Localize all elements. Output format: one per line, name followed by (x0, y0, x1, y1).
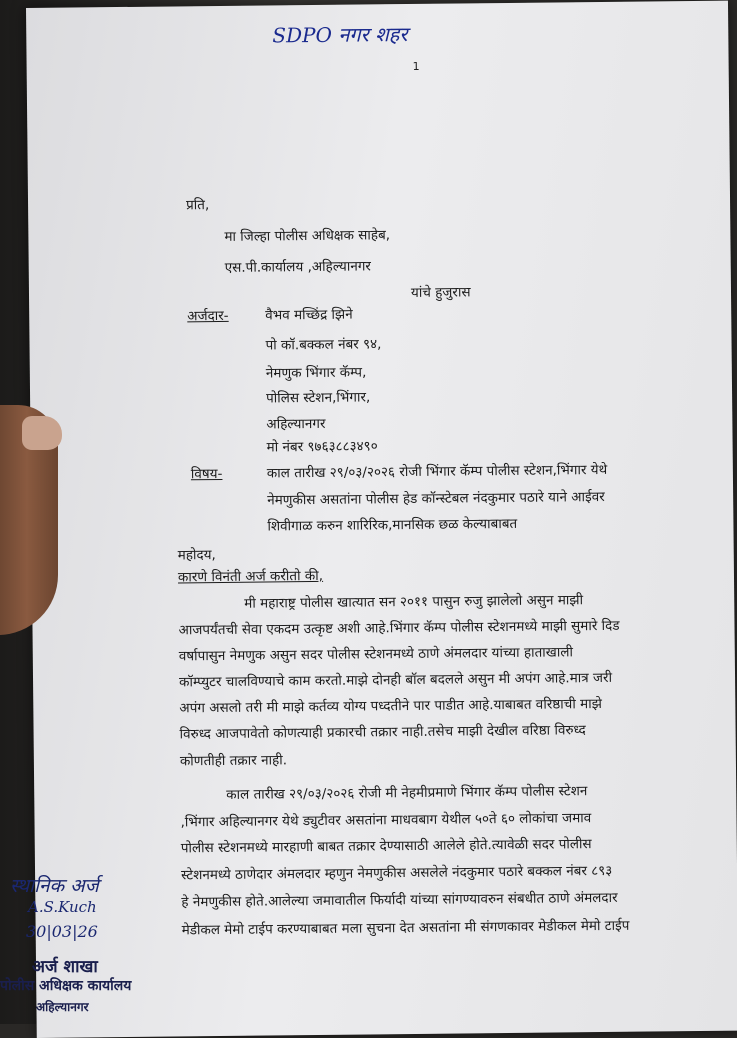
applicant-line-4: पोलिस स्टेशन,भिंगार, (266, 389, 371, 407)
applicant-label: अर्जदार- (187, 307, 229, 325)
applicant-line-5: अहिल्यानगर (266, 415, 326, 433)
handwritten-signature: A.S.Kuch (28, 898, 97, 916)
header-handwritten-note: SDPO नगर शहर (272, 22, 408, 48)
prati-label: प्रति, (185, 197, 210, 214)
handwritten-note-line-1: स्थानिक अर्ज (10, 875, 99, 897)
intro-line: कारणे विनंती अर्ज करीतो की, (177, 567, 324, 586)
subject-line-2: नेमणुकीस असतांना पोलीस हेड कॉन्स्टेबल नंदकुमार पठारे याने आईवर (267, 488, 605, 509)
para1-line-6: विरुध्द आजपावेतो कोणत्याही प्रकारची तक्रार नाही.तसेच माझी देखील वरिष्ठा विरुध्द (179, 722, 586, 743)
applicant-line-6: मो नंबर ९७६३८८३४९० (266, 438, 378, 456)
para1-line-1: मी महाराष्ट्र पोलीस खात्यात सन २०११ पासुन रुजु झालेलो असुन माझी (244, 592, 584, 612)
addressee-line-2: एस.पी.कार्यालय ,अहिल्यानगर (224, 258, 371, 276)
stamp-line-3: अहिल्यानगर (36, 1000, 89, 1014)
para2-line-4: स्टेशनमध्ये ठाणेदार अंमलदार म्हणुन नेमणुकीस असलेले नंदकुमार पठारे बक्कल नंबर ८९३ (181, 862, 613, 884)
addressee-line-3: यांचे हुजुरास (410, 284, 471, 301)
handwritten-date: 30|03|26 (26, 922, 98, 941)
applicant-line-1: वैभव मच्छिंद्र झिने (265, 306, 353, 324)
subject-line-3: शिवीगाळ करुन शारिरिक,मानसिक छळ केल्याबाबत (267, 515, 518, 535)
thumbnail-nail (22, 416, 62, 450)
para1-line-5: अपंग असलो तरी मी माझे कर्तव्य योग्य पध्दतीने पार पाडीत आहे.याबाबत वरिष्ठाची माझे (179, 696, 602, 717)
stamp-line-2: पोलीस अधिक्षक कार्यालय (0, 978, 132, 994)
para2-line-3: पोलीस स्टेशनमध्ये मारहाणी बाबत तक्रार देण्यासाठी आलेले होते.त्यावेळी सदर पोलीस (180, 836, 592, 857)
para2-line-5: हे नेमणुकीस होते.आलेल्या जमावातील फिर्यादी यांच्या सांगण्यावरुन संबधीत ठाणे अंमलदार (181, 889, 618, 911)
para1-line-7: कोणतीही तक्रार नाही. (179, 752, 288, 770)
subject-label: विषय- (190, 465, 223, 483)
applicant-line-2: पो कॉ.बक्कल नंबर ९४, (265, 336, 382, 354)
para2-line-1: काल तारीख २९/०३/२०२६ रोजी मी नेहमीप्रमाणे भिंगार कॅम्प पोलीस स्टेशन (226, 783, 588, 803)
para1-line-4: कॉम्प्युटर चालविण्याचे काम करतो.माझे दोनही बॉल बदलले असुन मी अपंग आहे.मात्र जरी (178, 669, 613, 691)
addressee-line-1: मा जिल्हा पोलीस अधिक्षक साहेब, (224, 227, 391, 245)
para2-line-2: ,भिंगार अहिल्यानगर येथे ड्युटीवर असतांना माधवबाग येथील ५०ते ६० लोकांचा जमाव (180, 810, 592, 831)
salutation: महोदय, (177, 547, 216, 564)
para2-line-6: मेडीकल मेमो टाईप करण्याबाबत मला सुचना देत असतांना मी संगणकावर मेडीकल मेमो टाईप (181, 917, 630, 939)
page-number: 1 (412, 59, 420, 73)
stamp-line-1: अर्ज शाखा (32, 957, 98, 977)
para1-line-3: वर्षापासुन नेमणुक असुन सदर पोलीस स्टेशनमध्ये ठाणे अंमलदार यांच्या हाताखाली (178, 644, 574, 665)
subject-line-1: काल तारीख २९/०३/२०२६ रोजी भिंगार कॅम्प पोलीस स्टेशन,भिंगार येथे (266, 461, 608, 482)
letter-page (26, 1, 737, 1038)
para1-line-2: आजपर्यंतची सेवा एकदम उत्कृष्ट अशी आहे.भिंगार कॅम्प पोलीस स्टेशनमध्ये माझी सुमारे दिड (178, 617, 620, 639)
applicant-line-3: नेमणुक भिंगार कॅम्प, (265, 364, 367, 382)
